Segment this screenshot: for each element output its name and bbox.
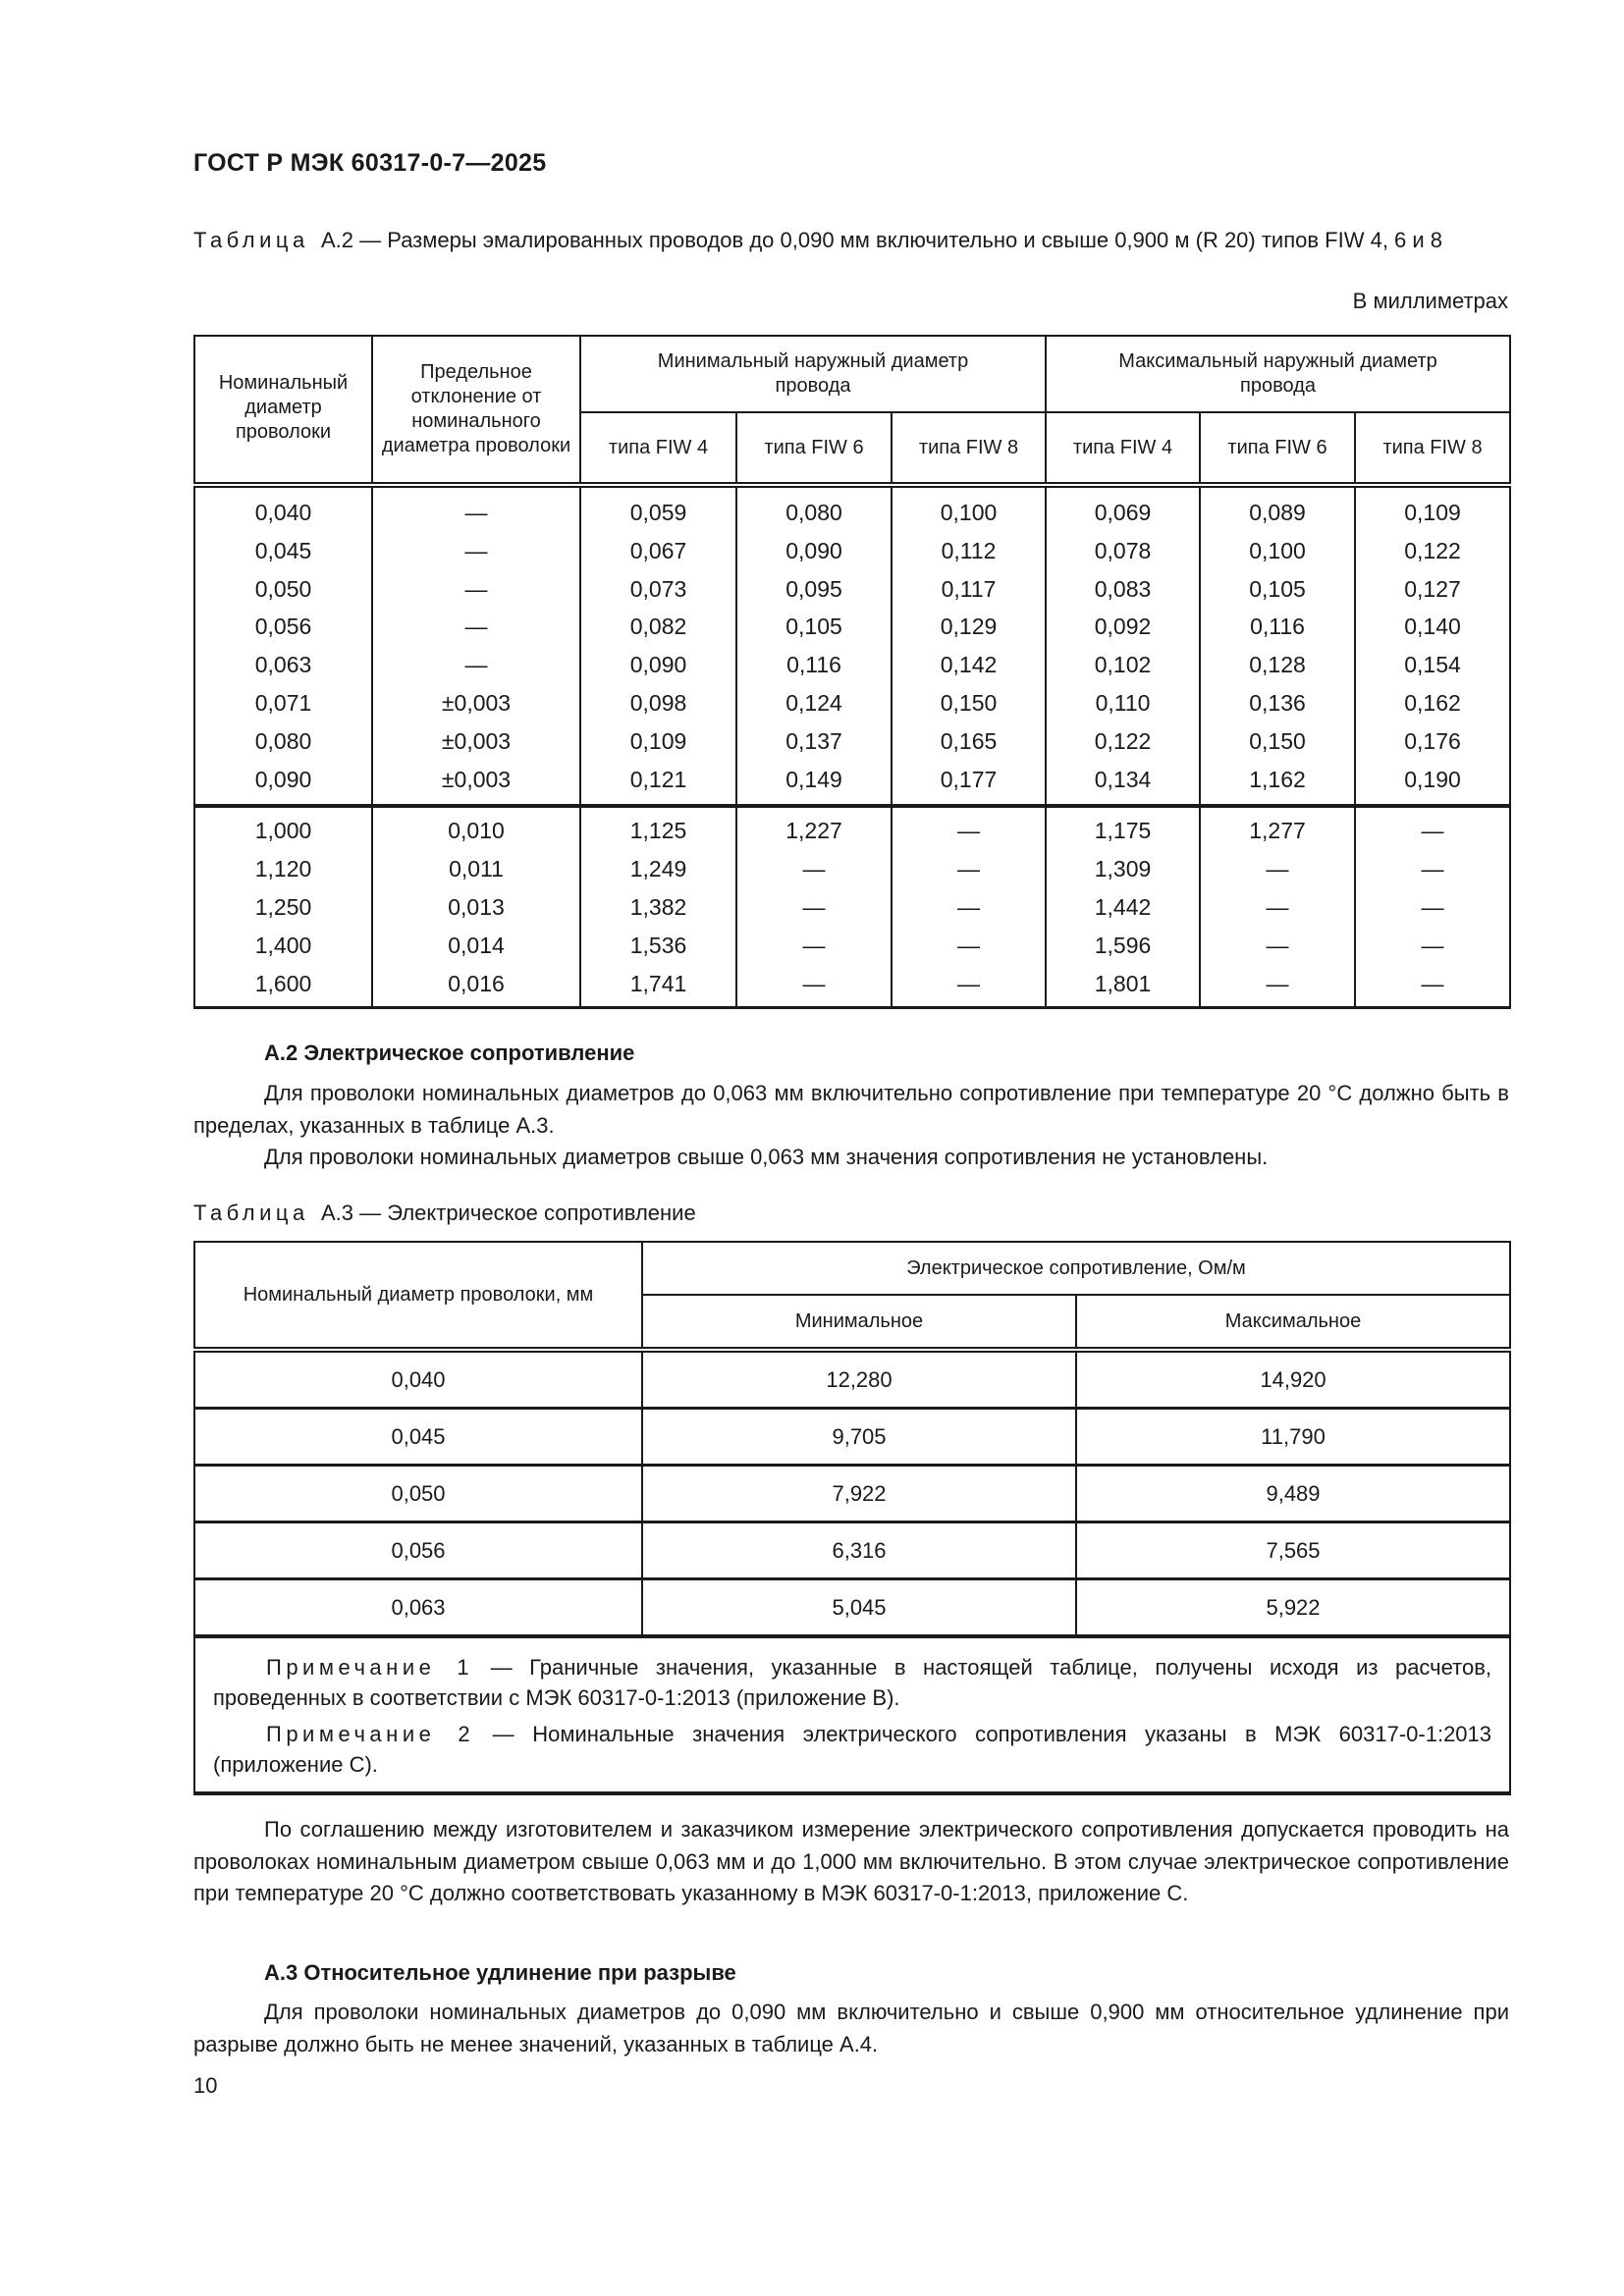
table-cell: — <box>736 850 892 888</box>
header-deviation: Предельное отклонение от номинального диаметра проволоки <box>372 336 580 485</box>
table-cell: 9,489 <box>1076 1466 1510 1522</box>
note-1-text: — Граничные значения, указанные в настоящей таблице, получены исходя из расчетов, проведенных в соответствии с МЭК 60317-0-1:2013 (приложение В). <box>213 1655 1492 1710</box>
table-cell: 7,565 <box>1076 1522 1510 1579</box>
table-cell: 0,122 <box>1046 722 1200 761</box>
table-cell: 0,105 <box>1200 570 1355 609</box>
table-cell: 0,056 <box>194 608 372 646</box>
table-cell: 9,705 <box>642 1409 1076 1466</box>
table-cell: 0,128 <box>1200 646 1355 684</box>
table-cell: — <box>736 965 892 1008</box>
note-1-label: Примечание 1 <box>266 1655 474 1680</box>
table-cell: 0,011 <box>372 850 580 888</box>
table-cell: — <box>736 888 892 927</box>
table-a3-caption-text: А.3 — Электрическое сопротивление <box>321 1201 696 1225</box>
table-cell: — <box>372 608 580 646</box>
table-cell: 0,109 <box>1355 485 1510 532</box>
table-cell: 0,040 <box>194 485 372 532</box>
table-cell: — <box>372 485 580 532</box>
table-cell: — <box>892 965 1046 1008</box>
table-cell: — <box>1355 850 1510 888</box>
table-a2-units: В миллиметрах <box>1352 289 1508 313</box>
agreement-paragraph: По соглашению между изготовителем и заказчиком измерение электрического сопротивления допускается проводить на проволоках номинальным диаметром свыше 0,063 мм и до 1,000 мм включительно. В этом случае электрическое сопротивление при температуре 20 °С должно соответствовать указанному в МЭК 60317-0-1:2013, приложение С. <box>193 1817 1509 1905</box>
table-cell: 0,142 <box>892 646 1046 684</box>
table-cell: 0,117 <box>892 570 1046 609</box>
table-cell: 1,309 <box>1046 850 1200 888</box>
table-cell: 0,059 <box>580 485 736 532</box>
table-cell: 0,050 <box>194 1466 642 1522</box>
table-cell: — <box>1355 806 1510 850</box>
table-row <box>194 1350 1510 1409</box>
table-cell: 1,801 <box>1046 965 1200 1008</box>
header-subtype-min-0: типа FIW 4 <box>580 412 736 485</box>
table-cell: 0,016 <box>372 965 580 1008</box>
table-cell: 7,922 <box>642 1466 1076 1522</box>
table-a2-caption <box>193 224 1509 256</box>
table-row <box>194 806 1510 850</box>
table-cell: 1,536 <box>580 927 736 965</box>
table-cell: 0,078 <box>1046 532 1200 570</box>
table-cell: 0,089 <box>1200 485 1355 532</box>
table-cell: 0,116 <box>736 646 892 684</box>
table-cell: 1,249 <box>580 850 736 888</box>
table-cell: 0,080 <box>736 485 892 532</box>
table-cell: 0,050 <box>194 570 372 609</box>
table-label: Таблица <box>193 228 309 252</box>
table-cell: 0,095 <box>736 570 892 609</box>
table-cell: 0,083 <box>1046 570 1200 609</box>
table-cell: 0,069 <box>1046 485 1200 532</box>
table-cell: 0,082 <box>580 608 736 646</box>
table-cell: 0,045 <box>194 1409 642 1466</box>
table-cell: 0,063 <box>194 1579 642 1637</box>
table-cell: — <box>892 927 1046 965</box>
table-row <box>194 1579 1510 1637</box>
table-cell: 0,102 <box>1046 646 1200 684</box>
header-electrical-resistance: Электрическое сопротивление, Ом/м <box>642 1242 1510 1295</box>
table-cell: 0,140 <box>1355 608 1510 646</box>
table-cell: 1,162 <box>1200 761 1355 807</box>
table-cell: 0,080 <box>194 722 372 761</box>
table-cell: 0,090 <box>580 646 736 684</box>
section-a3-paragraph: Для проволоки номинальных диаметров до 0,090 мм включительно и свыше 0,900 мм относительное удлинение при разрыве должно быть не менее значений, указанных в таблице А.4. <box>193 2000 1509 2056</box>
table-cell: 1,277 <box>1200 806 1355 850</box>
table-cell: 0,010 <box>372 806 580 850</box>
table-cell: — <box>892 806 1046 850</box>
table-row <box>194 646 1510 684</box>
table-cell: 1,382 <box>580 888 736 927</box>
table-cell: 0,136 <box>1200 684 1355 722</box>
header-subtype-min-1: типа FIW 6 <box>736 412 892 485</box>
table-cell: 0,067 <box>580 532 736 570</box>
header-max-outer-diameter: Максимальный наружный диаметр провода <box>1046 336 1510 412</box>
table-cell: 0,134 <box>1046 761 1200 807</box>
table-a3-notes <box>194 1636 1510 1793</box>
table-cell: 0,127 <box>1355 570 1510 609</box>
table-cell: 0,154 <box>1355 646 1510 684</box>
table-cell: 5,045 <box>642 1579 1076 1637</box>
table-row <box>194 684 1510 722</box>
table-cell: — <box>1200 965 1355 1008</box>
header-subtype-max-1: типа FIW 6 <box>1200 412 1355 485</box>
header-minimum: Минимальное <box>642 1295 1076 1350</box>
table-cell: 0,056 <box>194 1522 642 1579</box>
table-cell: 0,190 <box>1355 761 1510 807</box>
table-cell: 0,071 <box>194 684 372 722</box>
table-cell: 1,442 <box>1046 888 1200 927</box>
header-subtype-min-2: типа FIW 8 <box>892 412 1046 485</box>
table-row <box>194 608 1510 646</box>
table-cell: 1,125 <box>580 806 736 850</box>
table-row <box>194 722 1510 761</box>
note-2-label: Примечание 2 <box>266 1722 475 1746</box>
table-cell: 5,922 <box>1076 1579 1510 1637</box>
table-cell: 0,124 <box>736 684 892 722</box>
table-row <box>194 1466 1510 1522</box>
table-cell: 0,150 <box>892 684 1046 722</box>
table-cell: 1,596 <box>1046 927 1200 965</box>
table-cell: 0,176 <box>1355 722 1510 761</box>
table-cell: 0,129 <box>892 608 1046 646</box>
table-cell: — <box>892 850 1046 888</box>
table-cell: 1,120 <box>194 850 372 888</box>
table-row <box>194 1409 1510 1466</box>
section-a2-paragraph-1: Для проволоки номинальных диаметров до 0,063 мм включительно сопротивление при температуре 20 °С должно быть в пределах, указанных в таблице А.3. <box>193 1081 1509 1138</box>
table-cell: 0,090 <box>736 532 892 570</box>
table-cell: — <box>1200 888 1355 927</box>
table-cell: 0,112 <box>892 532 1046 570</box>
table-cell: 12,280 <box>642 1350 1076 1409</box>
table-cell: 14,920 <box>1076 1350 1510 1409</box>
table-cell: 1,600 <box>194 965 372 1008</box>
table-cell: — <box>736 927 892 965</box>
section-a2-paragraph-2: Для проволоки номинальных диаметров свыше 0,063 мм значения сопротивления не установлены. <box>264 1145 1269 1169</box>
table-cell: 0,110 <box>1046 684 1200 722</box>
table-cell: 0,137 <box>736 722 892 761</box>
table-cell: ±0,003 <box>372 722 580 761</box>
table-cell: 0,073 <box>580 570 736 609</box>
header-min-outer-diameter: Минимальный наружный диаметр провода <box>580 336 1046 412</box>
table-row <box>194 850 1510 888</box>
table-a3-caption <box>193 1197 696 1229</box>
header-maximum: Максимальное <box>1076 1295 1510 1350</box>
table-cell: 0,063 <box>194 646 372 684</box>
table-cell: 0,109 <box>580 722 736 761</box>
table-cell: 1,250 <box>194 888 372 927</box>
table-cell: 0,090 <box>194 761 372 807</box>
table-row <box>194 485 1510 532</box>
header-subtype-max-0: типа FIW 4 <box>1046 412 1200 485</box>
note-2 <box>213 1719 1491 1780</box>
table-cell: 0,116 <box>1200 608 1355 646</box>
table-cell: 1,175 <box>1046 806 1200 850</box>
table-cell: 11,790 <box>1076 1409 1510 1466</box>
table-a2-caption-text: А.2 — Размеры эмалированных проводов до 0,090 мм включительно и свыше 0,900 м (R 20) типов FIW 4, 6 и 8 <box>321 228 1443 252</box>
table-cell: ±0,003 <box>372 684 580 722</box>
table-row <box>194 1522 1510 1579</box>
table-cell: — <box>372 532 580 570</box>
table-cell: — <box>1355 888 1510 927</box>
table-cell: 1,227 <box>736 806 892 850</box>
table-row <box>194 761 1510 807</box>
table-row <box>194 965 1510 1008</box>
table-cell: — <box>372 570 580 609</box>
table-row <box>194 927 1510 965</box>
table-row <box>194 888 1510 927</box>
table-row <box>194 570 1510 609</box>
table-cell: 1,400 <box>194 927 372 965</box>
page-number: 10 <box>193 2073 218 2098</box>
table-cell: 0,013 <box>372 888 580 927</box>
table-cell: 0,121 <box>580 761 736 807</box>
table-cell: 0,149 <box>736 761 892 807</box>
table-cell: 0,165 <box>892 722 1046 761</box>
table-cell: — <box>892 888 1046 927</box>
table-cell: 0,014 <box>372 927 580 965</box>
header-subtype-max-2: типа FIW 8 <box>1355 412 1510 485</box>
table-cell: 0,122 <box>1355 532 1510 570</box>
section-a2-heading: А.2 Электрическое сопротивление <box>264 1041 635 1065</box>
table-cell: 0,177 <box>892 761 1046 807</box>
header-nominal-diameter: Номинальный диаметр проволоки <box>194 336 372 485</box>
table-cell: 1,000 <box>194 806 372 850</box>
header-nominal-diameter-mm: Номинальный диаметр проволоки, мм <box>194 1242 642 1350</box>
table-cell: 0,100 <box>1200 532 1355 570</box>
table-cell: ±0,003 <box>372 761 580 807</box>
table-cell: — <box>1355 965 1510 1008</box>
table-cell: — <box>1200 927 1355 965</box>
table-a2 <box>193 335 1511 1009</box>
table-cell: 0,105 <box>736 608 892 646</box>
table-cell: 0,092 <box>1046 608 1200 646</box>
document-id-header: ГОСТ Р МЭК 60317-0-7—2025 <box>193 149 547 177</box>
table-cell: 0,100 <box>892 485 1046 532</box>
table-cell: 0,150 <box>1200 722 1355 761</box>
table-cell: — <box>1200 850 1355 888</box>
note-1 <box>213 1652 1491 1713</box>
table-cell: 0,040 <box>194 1350 642 1409</box>
table-cell: — <box>372 646 580 684</box>
table-row <box>194 532 1510 570</box>
table-cell: 0,162 <box>1355 684 1510 722</box>
table-a3 <box>193 1241 1511 1795</box>
table-cell: 0,045 <box>194 532 372 570</box>
table-cell: — <box>1355 927 1510 965</box>
table-cell: 6,316 <box>642 1522 1076 1579</box>
table-cell: 1,741 <box>580 965 736 1008</box>
section-a3-heading: А.3 Относительное удлинение при разрыве <box>264 1960 736 1985</box>
table-cell: 0,098 <box>580 684 736 722</box>
table-label: Таблица <box>193 1201 309 1225</box>
note-2-text: — Номинальные значения электрического сопротивления указаны в МЭК 60317-0-1:2013 (приложение С). <box>213 1722 1492 1777</box>
